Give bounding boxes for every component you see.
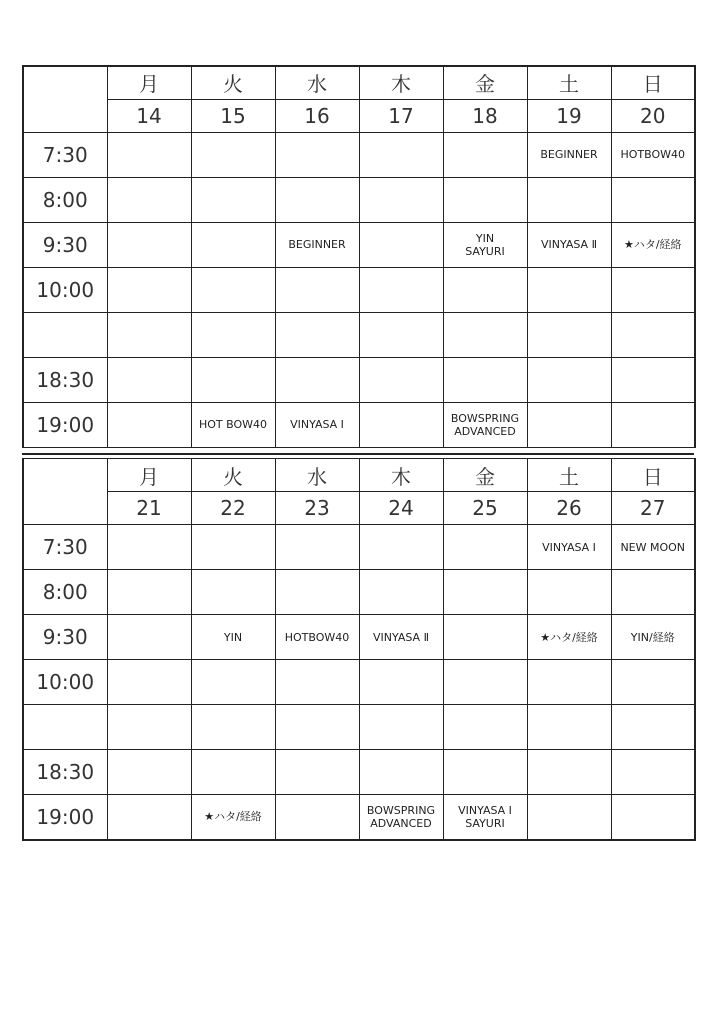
empty-slot	[359, 312, 443, 357]
empty-slot	[359, 570, 443, 615]
empty-slot	[443, 750, 527, 795]
date-label: 18	[443, 99, 527, 132]
empty-slot	[611, 705, 695, 750]
class-cell: ★ハタ/経絡	[527, 615, 611, 660]
empty-slot	[107, 267, 191, 312]
class-cell: ★ハタ/経絡	[611, 222, 695, 267]
empty-slot	[443, 570, 527, 615]
time-label: 8:00	[23, 177, 107, 222]
empty-slot	[275, 177, 359, 222]
time-label: 9:30	[23, 222, 107, 267]
weekday-label: 水	[275, 66, 359, 99]
empty-slot	[359, 177, 443, 222]
empty-slot	[359, 750, 443, 795]
class-cell: VINYASA Ⅰ SAYURI	[443, 795, 527, 840]
time-row	[23, 615, 695, 660]
class-cell: BEGINNER	[275, 222, 359, 267]
empty-slot	[191, 132, 275, 177]
date-label: 16	[275, 99, 359, 132]
empty-slot	[443, 660, 527, 705]
empty-slot	[107, 132, 191, 177]
empty-slot	[107, 177, 191, 222]
corner-cell	[23, 66, 107, 132]
empty-slot	[611, 402, 695, 447]
empty-slot	[443, 177, 527, 222]
empty-slot	[107, 222, 191, 267]
date-label: 17	[359, 99, 443, 132]
empty-slot	[611, 267, 695, 312]
empty-slot	[527, 750, 611, 795]
weekday-label: 月	[107, 459, 191, 492]
time-row	[23, 795, 695, 840]
empty-slot	[443, 705, 527, 750]
time-label: 9:30	[23, 615, 107, 660]
time-label	[23, 705, 107, 750]
weekday-header-row	[23, 459, 695, 492]
time-label: 8:00	[23, 570, 107, 615]
empty-slot	[107, 402, 191, 447]
weekday-label: 土	[527, 459, 611, 492]
time-row	[23, 132, 695, 177]
date-label: 24	[359, 492, 443, 525]
weekday-label: 土	[527, 66, 611, 99]
empty-slot	[191, 750, 275, 795]
empty-slot	[275, 795, 359, 840]
empty-slot	[191, 705, 275, 750]
time-label: 18:30	[23, 750, 107, 795]
weekday-label: 火	[191, 459, 275, 492]
empty-slot	[527, 267, 611, 312]
time-label: 19:00	[23, 402, 107, 447]
weekday-label: 水	[275, 459, 359, 492]
empty-slot	[359, 402, 443, 447]
empty-slot	[359, 525, 443, 570]
empty-slot	[191, 660, 275, 705]
time-row	[23, 570, 695, 615]
empty-slot	[527, 660, 611, 705]
date-header-row	[23, 492, 695, 525]
time-row	[23, 402, 695, 447]
empty-slot	[527, 705, 611, 750]
empty-slot	[611, 570, 695, 615]
class-cell: VINYASA Ⅰ	[527, 525, 611, 570]
week-2-schedule	[22, 458, 696, 841]
time-row	[23, 750, 695, 795]
time-label: 18:30	[23, 357, 107, 402]
empty-slot	[359, 222, 443, 267]
date-label: 14	[107, 99, 191, 132]
empty-slot	[275, 660, 359, 705]
weekday-header-row	[23, 66, 695, 99]
weekday-label: 火	[191, 66, 275, 99]
date-label: 23	[275, 492, 359, 525]
empty-slot	[611, 795, 695, 840]
weekday-label: 日	[611, 66, 695, 99]
date-label: 19	[527, 99, 611, 132]
empty-slot	[191, 222, 275, 267]
date-label: 20	[611, 99, 695, 132]
empty-slot	[359, 267, 443, 312]
empty-slot	[443, 132, 527, 177]
empty-slot	[107, 615, 191, 660]
empty-slot	[527, 795, 611, 840]
time-row	[23, 660, 695, 705]
empty-slot	[107, 795, 191, 840]
time-row	[23, 357, 695, 402]
time-label: 7:30	[23, 132, 107, 177]
empty-slot	[107, 570, 191, 615]
empty-slot	[527, 357, 611, 402]
empty-slot	[443, 615, 527, 660]
date-label: 26	[527, 492, 611, 525]
empty-slot	[443, 312, 527, 357]
time-row	[23, 177, 695, 222]
time-label: 7:30	[23, 525, 107, 570]
time-row	[23, 705, 695, 750]
time-row	[23, 312, 695, 357]
empty-slot	[359, 357, 443, 402]
empty-slot	[611, 312, 695, 357]
empty-slot	[275, 357, 359, 402]
empty-slot	[191, 525, 275, 570]
empty-slot	[443, 267, 527, 312]
empty-slot	[107, 660, 191, 705]
class-cell: HOTBOW40	[275, 615, 359, 660]
empty-slot	[443, 525, 527, 570]
empty-slot	[107, 312, 191, 357]
empty-slot	[191, 312, 275, 357]
empty-slot	[275, 750, 359, 795]
date-label: 21	[107, 492, 191, 525]
week-1-schedule	[22, 65, 696, 448]
class-cell: YIN SAYURI	[443, 222, 527, 267]
class-cell: VINYASA Ⅰ	[275, 402, 359, 447]
empty-slot	[527, 402, 611, 447]
weekday-label: 木	[359, 66, 443, 99]
empty-slot	[359, 705, 443, 750]
empty-slot	[191, 267, 275, 312]
time-row	[23, 525, 695, 570]
empty-slot	[107, 357, 191, 402]
class-cell: VINYASA Ⅱ	[527, 222, 611, 267]
date-label: 25	[443, 492, 527, 525]
empty-slot	[107, 525, 191, 570]
empty-slot	[527, 570, 611, 615]
class-cell: YIN	[191, 615, 275, 660]
empty-slot	[275, 570, 359, 615]
time-label: 10:00	[23, 660, 107, 705]
empty-slot	[191, 177, 275, 222]
class-cell: BOWSPRING ADVANCED	[443, 402, 527, 447]
weekday-label: 日	[611, 459, 695, 492]
empty-slot	[611, 177, 695, 222]
empty-slot	[275, 525, 359, 570]
empty-slot	[107, 750, 191, 795]
class-cell: BEGINNER	[527, 132, 611, 177]
time-row	[23, 267, 695, 312]
date-header-row	[23, 99, 695, 132]
class-cell: HOT BOW40	[191, 402, 275, 447]
weekday-label: 金	[443, 459, 527, 492]
time-row	[23, 222, 695, 267]
empty-slot	[611, 660, 695, 705]
empty-slot	[443, 357, 527, 402]
date-label: 27	[611, 492, 695, 525]
empty-slot	[611, 750, 695, 795]
class-cell: BOWSPRING ADVANCED	[359, 795, 443, 840]
empty-slot	[275, 132, 359, 177]
empty-slot	[191, 570, 275, 615]
date-label: 22	[191, 492, 275, 525]
empty-slot	[275, 312, 359, 357]
empty-slot	[359, 660, 443, 705]
class-cell: VINYASA Ⅱ	[359, 615, 443, 660]
week-separator	[22, 453, 694, 455]
corner-cell	[23, 459, 107, 525]
weekday-label: 木	[359, 459, 443, 492]
date-label: 15	[191, 99, 275, 132]
empty-slot	[107, 705, 191, 750]
class-cell: YIN/経絡	[611, 615, 695, 660]
class-cell: HOTBOW40	[611, 132, 695, 177]
empty-slot	[275, 267, 359, 312]
class-cell: ★ハタ/経絡	[191, 795, 275, 840]
empty-slot	[527, 177, 611, 222]
empty-slot	[359, 132, 443, 177]
empty-slot	[611, 357, 695, 402]
time-label	[23, 312, 107, 357]
time-label: 10:00	[23, 267, 107, 312]
weekday-label: 金	[443, 66, 527, 99]
empty-slot	[275, 705, 359, 750]
empty-slot	[527, 312, 611, 357]
weekday-label: 月	[107, 66, 191, 99]
class-cell: NEW MOON	[611, 525, 695, 570]
time-label: 19:00	[23, 795, 107, 840]
empty-slot	[191, 357, 275, 402]
